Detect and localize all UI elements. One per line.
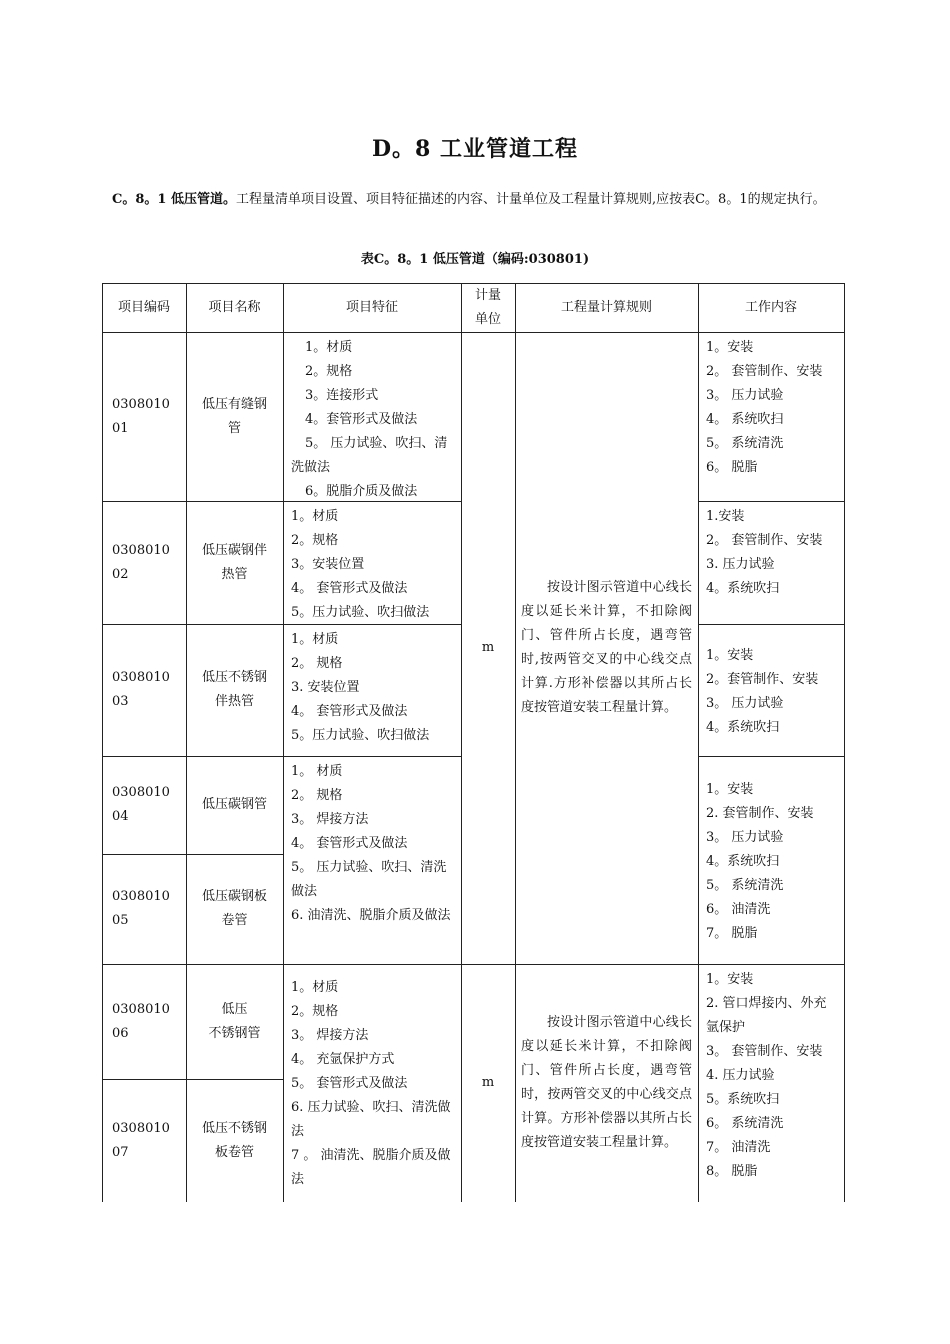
table-rule <box>102 501 284 502</box>
feature-line: 1。材质 <box>291 980 339 995</box>
work-line: 5。 系统清洗 <box>706 436 784 451</box>
work-line: 3。 压力试验 <box>706 830 784 845</box>
table-rule <box>283 624 462 625</box>
feature-line: 3。 焊接方法 <box>291 1028 369 1043</box>
intro-lead: C。8。1 低压管道。 <box>112 192 236 207</box>
work-line: 2。 套管制作、安装 <box>706 364 823 379</box>
work-line: 8。 脱脂 <box>706 1164 758 1179</box>
feature-line: 6. 压力试验、吹扫、清洗做法 <box>291 1100 451 1139</box>
feature-line: 3。安装位置 <box>291 557 365 572</box>
table-caption: 表C。8。1 低压管道（编码:030801) <box>360 252 590 267</box>
feature-line: 4。 套管形式及做法 <box>291 704 408 719</box>
item-code: 030801001 <box>112 396 170 436</box>
work-list <box>698 501 844 624</box>
work-line: 3. 压力试验 <box>706 557 775 572</box>
work-line: 7。 油清洗 <box>706 1140 771 1155</box>
feature-line: 2。规格 <box>305 364 353 379</box>
feature-line: 4。 套管形式及做法 <box>291 836 408 851</box>
table-top-border <box>102 283 845 284</box>
header-name: 项目名称 <box>208 299 261 315</box>
rule-text: 按设计图示管道中心线长度以延长米计算，不扣除阀门、管件所占长度，遇弯管时,按两管交叉的中心线交点计算.方形补偿器以其所占长度按管道安装工程量计算。 <box>521 580 692 715</box>
work-line: 5。 系统清洗 <box>706 878 784 893</box>
header-rule: 工程量计算规则 <box>560 299 652 315</box>
intro-paragraph <box>112 188 847 212</box>
item-code: 030801007 <box>112 1120 170 1160</box>
feature-line: 6. 油清洗、脱脂介质及做法 <box>291 908 451 923</box>
feature-line: 5。压力试验、吹扫做法 <box>291 728 430 743</box>
work-line: 5。系统吹扫 <box>706 1092 780 1107</box>
work-line: 4。系统吹扫 <box>706 581 780 596</box>
feature-line: 5。 套管形式及做法 <box>291 1076 408 1091</box>
feature-line: 3。连接形式 <box>305 388 379 403</box>
work-line: 6。 系统清洗 <box>706 1116 784 1131</box>
table-right-border <box>844 283 845 1202</box>
feature-line: 1。材质 <box>291 632 339 647</box>
feature-line: 4。 套管形式及做法 <box>291 581 408 596</box>
table-left-border <box>102 283 103 1202</box>
work-line: 4. 压力试验 <box>706 1068 775 1083</box>
work-line: 3。 压力试验 <box>706 388 784 403</box>
table-rule <box>283 756 462 757</box>
item-code: 030801003 <box>112 670 170 709</box>
work-line: 6。 脱脂 <box>706 460 758 475</box>
work-line: 4。 系统吹扫 <box>706 412 784 427</box>
table-rule <box>461 964 699 965</box>
work-line: 3。 套管制作、安装 <box>706 1044 823 1059</box>
table-rule <box>698 501 845 502</box>
item-name: 低压碳钢板卷管 <box>202 889 268 928</box>
work-line: 2. 套管制作、安装 <box>706 806 814 821</box>
unit-value: m <box>481 640 495 655</box>
item-name: 低压碳钢管 <box>202 797 268 812</box>
header-features: 项目特征 <box>345 299 398 315</box>
column-divider <box>698 283 699 1202</box>
feature-line: 5。压力试验、吹扫做法 <box>291 605 430 620</box>
work-list <box>698 756 844 964</box>
item-code: 030801002 <box>112 542 170 582</box>
feature-line: 2。 规格 <box>291 788 343 803</box>
intro-body: 工程量清单项目设置、项目特征描述的内容、计量单位及工程量计算规则,应按表C。8。1的规定执行。 <box>235 192 826 207</box>
header-divider <box>102 332 845 333</box>
table-rule <box>698 964 845 965</box>
column-divider <box>461 283 462 1202</box>
feature-line: 7 。 油清洗、脱脂介质及做法 <box>291 1148 451 1187</box>
unit-value: m <box>481 1075 495 1090</box>
work-line: 1.安装 <box>706 509 745 524</box>
work-line: 4。系统吹扫 <box>706 854 780 869</box>
feature-line: 2。规格 <box>291 533 339 548</box>
item-name: 低压有缝钢管 <box>202 396 268 436</box>
feature-line: 5。 压力试验、吹扫、清洗做法 <box>291 436 448 475</box>
work-line: 7。 脱脂 <box>706 926 758 941</box>
rule-text: 按设计图示管道中心线长度以延长米计算，不扣除阀门、管件所占长度，遇弯管时，按两管交叉的中心线交点计算。方形补偿器以其所占长度按管道安装工程量计算。 <box>521 1015 692 1150</box>
work-line: 1。安装 <box>706 782 754 797</box>
work-line: 3。 压力试验 <box>706 696 784 711</box>
work-line: 2. 管口焊接内、外充氩保护 <box>706 996 827 1035</box>
feature-line: 3. 安装位置 <box>291 680 360 695</box>
table-rule <box>698 756 845 757</box>
table-rule <box>102 756 284 757</box>
work-line: 2。套管制作、安装 <box>706 672 819 687</box>
feature-list <box>283 756 461 964</box>
feature-line: 6。脱脂介质及做法 <box>305 484 418 499</box>
item-name: 低压 不锈钢管 <box>208 1001 261 1041</box>
feature-line: 3。 焊接方法 <box>291 812 369 827</box>
table-rule <box>102 624 284 625</box>
work-line: 1。安装 <box>706 340 754 355</box>
feature-list <box>283 624 461 756</box>
table-rule <box>102 964 284 965</box>
work-line: 1。安装 <box>706 972 754 987</box>
feature-line: 2。规格 <box>291 1004 339 1019</box>
table-rule <box>698 624 845 625</box>
item-name: 低压碳钢伴热管 <box>202 542 268 582</box>
item-code: 030801006 <box>112 1001 170 1041</box>
table-rule <box>283 501 462 502</box>
table-rule <box>102 1079 284 1080</box>
feature-line: 1。材质 <box>305 340 353 355</box>
work-line: 2。 套管制作、安装 <box>706 533 823 548</box>
item-code: 030801005 <box>112 889 170 928</box>
feature-list <box>283 501 461 624</box>
feature-line: 5。 压力试验、吹扫、清洗做法 <box>291 860 447 899</box>
feature-list <box>283 332 461 501</box>
table-rule <box>102 854 284 855</box>
item-name: 低压不锈钢伴热管 <box>202 670 268 709</box>
work-line: 1。安装 <box>706 648 754 663</box>
column-divider <box>186 283 187 1202</box>
work-list <box>698 624 844 756</box>
header-work: 工作内容 <box>744 299 797 315</box>
feature-list <box>283 964 461 1202</box>
work-line: 4。系统吹扫 <box>706 720 780 735</box>
feature-line: 2。 规格 <box>291 656 343 671</box>
column-divider <box>515 283 516 1202</box>
work-list <box>698 332 844 501</box>
work-list <box>698 964 844 1202</box>
feature-line: 1。材质 <box>291 509 339 524</box>
page-title: D。8 工业管道工程 <box>371 136 579 162</box>
header-code: 项目编码 <box>117 299 170 315</box>
feature-line: 4。套管形式及做法 <box>305 412 418 427</box>
work-line: 6。 油清洗 <box>706 902 771 917</box>
header-unit: 计量单位 <box>474 287 501 327</box>
table-rule <box>283 964 462 965</box>
item-name: 低压不锈钢板卷管 <box>202 1120 268 1160</box>
feature-line: 1。 材质 <box>291 764 343 779</box>
column-divider <box>283 283 284 1202</box>
feature-line: 4。 充氩保护方式 <box>291 1052 395 1067</box>
item-code: 030801004 <box>112 785 170 824</box>
